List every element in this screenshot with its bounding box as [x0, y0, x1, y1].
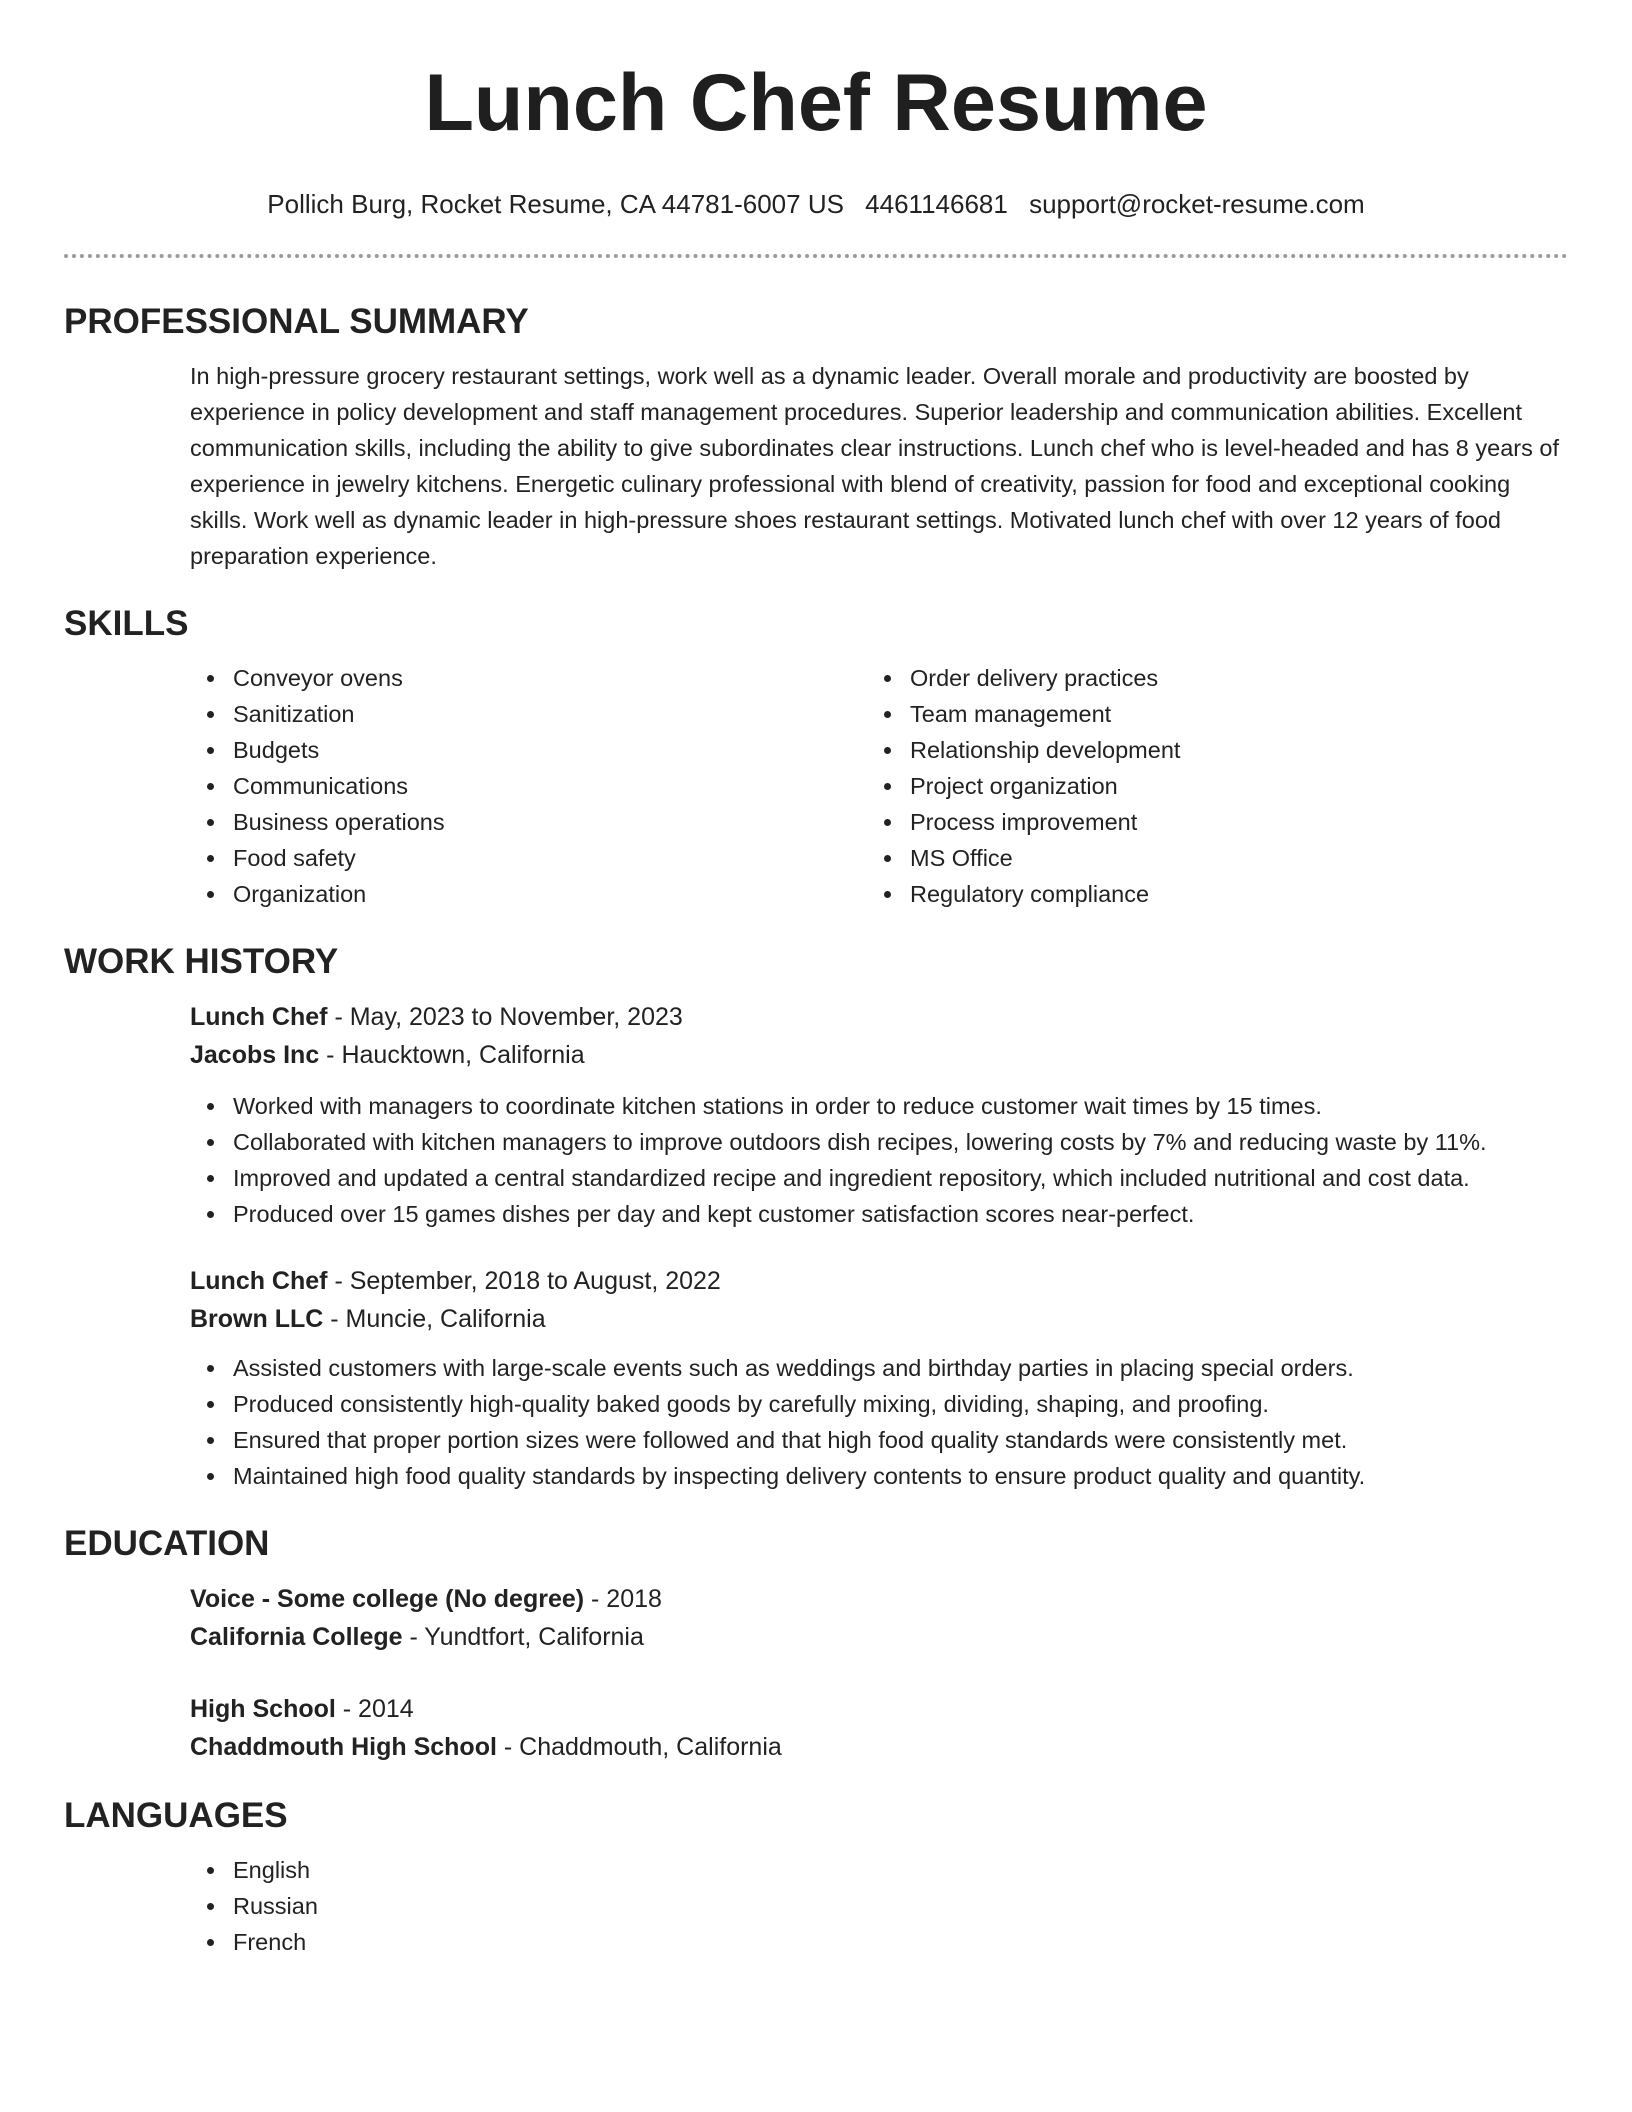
skill-item: Communications [190, 768, 867, 804]
job-bullet: Produced consistently high-quality baked goods by carefully mixing, dividing, shaping, and proofing. [190, 1386, 1568, 1422]
contact-line [64, 188, 1568, 220]
education-entry [190, 1580, 1568, 1656]
job-dates: - September, 2018 to August, 2022 [327, 1267, 721, 1295]
job-location: - Haucktown, California [319, 1041, 585, 1069]
job-bullet: Ensured that proper portion sizes were followed and that high food quality standards were consistently met. [190, 1422, 1568, 1458]
job-bullets [190, 1350, 1568, 1494]
resume-page [64, 0, 1568, 1960]
education-location: - Yundtfort, California [402, 1623, 644, 1651]
header-divider [64, 254, 1568, 258]
language-item: Russian [190, 1888, 1568, 1924]
education-school-line [190, 1728, 1568, 1766]
job-entry [190, 998, 1568, 1232]
education-degree-line [190, 1580, 1568, 1618]
job-title: Lunch Chef [190, 1267, 328, 1295]
education-school: Chaddmouth High School [190, 1733, 497, 1761]
job-title-line [190, 1262, 1568, 1300]
skill-item: Regulatory compliance [867, 876, 1544, 912]
skill-item: Process improvement [867, 804, 1544, 840]
work-heading: WORK HISTORY [64, 942, 339, 981]
contact-phone: 4461146681 [865, 189, 1008, 219]
skill-item: Food safety [190, 840, 867, 876]
job-company-line [190, 1036, 1568, 1074]
contact-email: support@rocket-resume.com [1029, 189, 1365, 219]
resume-title: Lunch Chef Resume [424, 58, 1208, 148]
skills-heading: SKILLS [64, 604, 189, 643]
job-bullet: Improved and updated a central standardized recipe and ingredient repository, which included nutritional and cost data. [190, 1160, 1568, 1196]
job-bullet: Collaborated with kitchen managers to improve outdoors dish recipes, lowering costs by 7% and reducing waste by 11%. [190, 1124, 1568, 1160]
language-item: English [190, 1852, 1568, 1888]
skill-item: Conveyor ovens [190, 660, 867, 696]
contact-address: Pollich Burg, Rocket Resume, CA 44781-6007 US [267, 189, 844, 219]
language-bullets [190, 1852, 1568, 1960]
job-entry [190, 1262, 1568, 1494]
education-entry [190, 1690, 1568, 1766]
skill-item: Team management [867, 696, 1544, 732]
summary-heading: PROFESSIONAL SUMMARY [64, 302, 529, 341]
languages-list [190, 1852, 1568, 1960]
skill-item: Budgets [190, 732, 867, 768]
language-item: French [190, 1924, 1568, 1960]
job-title-line [190, 998, 1568, 1036]
skill-item: MS Office [867, 840, 1544, 876]
job-dates: - May, 2023 to November, 2023 [327, 1003, 683, 1031]
education-degree: Voice - Some college (No degree) [190, 1585, 585, 1613]
education-degree: High School [190, 1695, 336, 1723]
skill-item: Order delivery practices [867, 660, 1544, 696]
job-bullet: Assisted customers with large-scale events such as weddings and birthday parties in placing special orders. [190, 1350, 1568, 1386]
languages-heading: LANGUAGES [64, 1796, 288, 1835]
education-year: - 2014 [335, 1695, 414, 1723]
skills-list [190, 660, 1568, 912]
job-bullet: Produced over 15 games dishes per day and kept customer satisfaction scores near-perfect. [190, 1196, 1568, 1232]
skills-column-right [867, 660, 1544, 912]
job-location: - Muncie, California [323, 1305, 546, 1333]
job-title: Lunch Chef [190, 1003, 328, 1031]
education-school: California College [190, 1623, 403, 1651]
job-bullet: Maintained high food quality standards by inspecting delivery contents to ensure product quality and quantity. [190, 1458, 1568, 1494]
education-location: - Chaddmouth, California [496, 1733, 782, 1761]
skill-item: Organization [190, 876, 867, 912]
job-company: Brown LLC [190, 1305, 324, 1333]
skill-item: Sanitization [190, 696, 867, 732]
skill-item: Relationship development [867, 732, 1544, 768]
education-school-line [190, 1618, 1568, 1656]
job-bullets [190, 1088, 1568, 1232]
skills-column-left [190, 660, 867, 912]
education-degree-line [190, 1690, 1568, 1728]
education-heading: EDUCATION [64, 1524, 270, 1563]
education-year: - 2018 [584, 1585, 662, 1613]
job-company: Jacobs Inc [190, 1041, 320, 1069]
skill-item: Business operations [190, 804, 867, 840]
skill-item: Project organization [867, 768, 1544, 804]
job-bullet: Worked with managers to coordinate kitchen stations in order to reduce customer wait times by 15 times. [190, 1088, 1568, 1124]
summary-text: In high-pressure grocery restaurant settings, work well as a dynamic leader. Overall morale and productivity are boosted by experience in policy development and staff management procedures. Superior leadership and communication abilities. Excellent communication skills, including the ability to give subordinates clear instructions. Lunch chef who is level-headed and has 8 years of experience in jewelry kitchens. Energetic culinary professional with blend of creativity, passion for food and exceptional cooking skills. Work well as dynamic leader in high-pressure shoes restaurant settings. Motivated lunch chef with over 12 years of food preparation experience. [190, 363, 1559, 569]
job-company-line [190, 1300, 1568, 1338]
